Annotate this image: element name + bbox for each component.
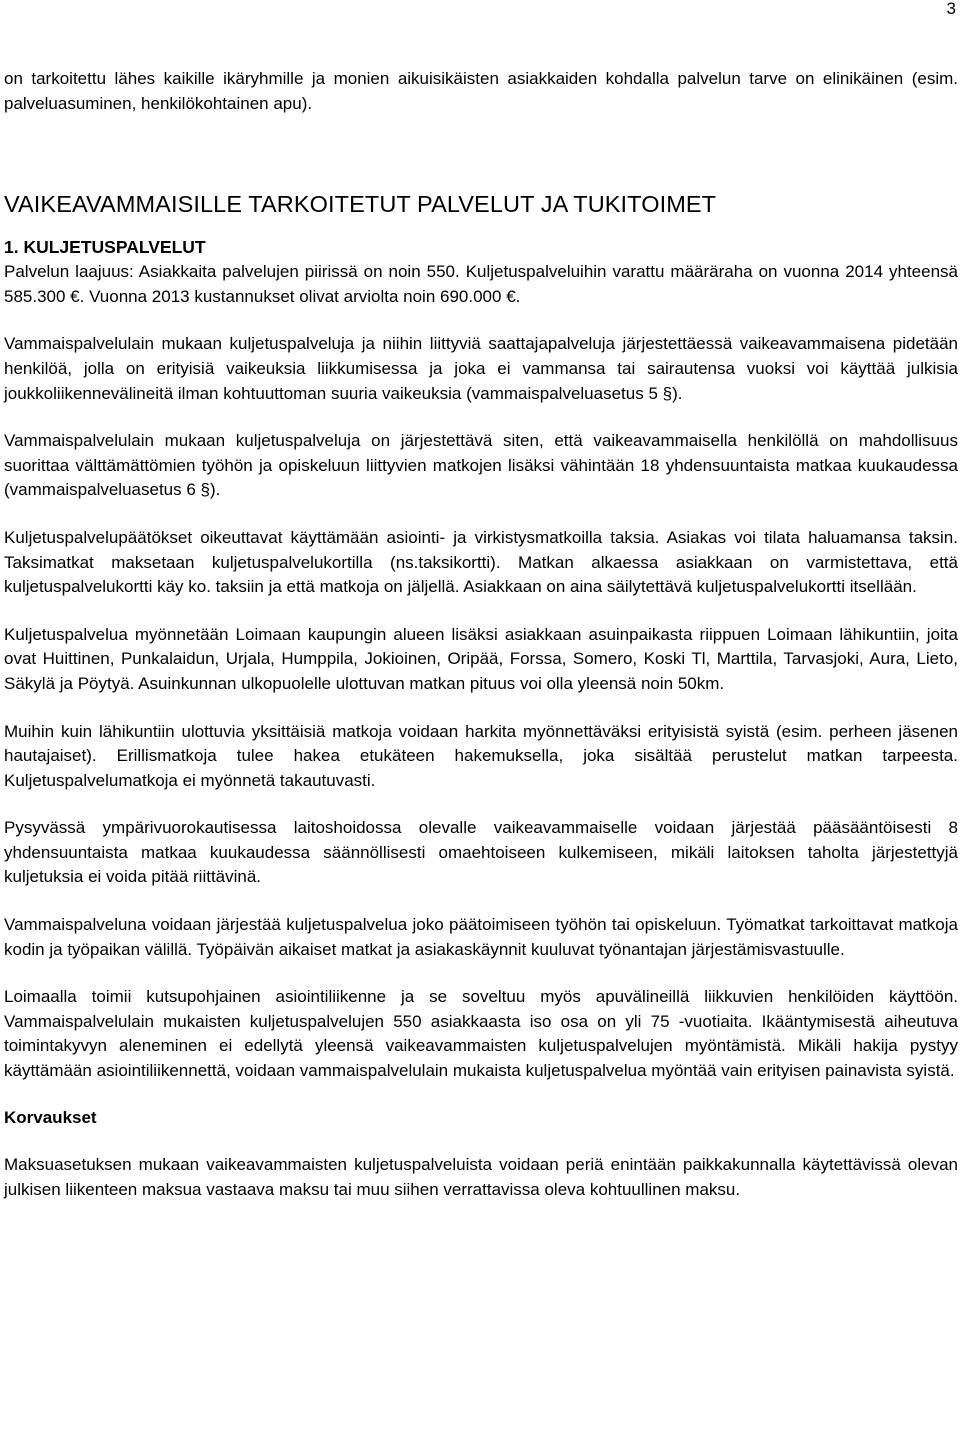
paragraph-8: Loimaalla toimii kutsupohjainen asiointiliikenne ja se soveltuu myös apuvälineillä liikkuvien henkilöiden käyttöön. Vammaispalvelulain mukaisten kuljetuspalvelujen 550 asiakkaasta iso osa on yli 75 -vuotiaita. Ikääntymisestä aiheutuva toimintakyvyn aleneminen ei edellytä yleensä vaikeavammaisten kuljetuspalvelujen myöntämistä. Mikäli hakija pystyy käyttämään asiointiliikennettä, voidaan vammaispalvelulain mukaista kuljetuspalvelua myöntää vain erityisen painavista syistä. [4, 987, 958, 1081]
scope-paragraph: Palvelun laajuus: Asiakkaita palvelujen piirissä on noin 550. Kuljetuspalveluihin varattu määräraha on vuonna 2014 yhteensä 585.300 €. Vuonna 2013 kustannukset olivat arviolta noin 690.000 €. [4, 262, 958, 306]
korvaukset-paragraph: Maksuasetuksen mukaan vaikeavammaisten kuljetuspalveluista voidaan periä enintään paikkakunnalla käytettävissä olevan julkisen liikenteen maksua vastaava maksu tai muu siihen verrattavissa oleva kohtuullinen maksu. [4, 1155, 958, 1199]
paragraph-5: Muihin kuin lähikuntiin ulottuvia yksittäisiä matkoja voidaan harkita myönnettäväksi erityisistä syistä (esim. perheen jäsenen hautajaiset). Erillismatkoja tulee hakea etukäteen hakemuksella, joka sisältää perustelut matkan tarpeesta. Kuljetuspalvelumatkoja ei myönnetä takautuvasti. [4, 721, 958, 790]
main-heading: VAIKEAVAMMAISILLE TARKOITETUT PALVELUT JA TUKITOIMET [4, 191, 717, 218]
paragraph-4: Kuljetuspalvelua myönnetään Loimaan kaupungin alueen lisäksi asiakkaan asuinpaikasta riippuen Loimaan lähikuntiin, joita ovat Huittinen, Punkalaidun, Urjala, Humppila, Jokioinen, Oripää, Forssa, Somero, Koski Tl, Marttila, Tarvasjoki, Aura, Lieto, Säkylä ja Pöytyä. Asuinkunnan ulkopuolelle ulottuvan matkan pituus voi olla yleensä noin 50km. [4, 624, 958, 693]
section-title: 1. KULJETUSPALVELUT [4, 237, 206, 258]
document-body [4, 67, 958, 1202]
paragraph-7: Vammaispalveluna voidaan järjestää kuljetuspalvelua joko päätoimiseen työhön tai opiskeluun. Työmatkat tarkoittavat matkoja kodin ja työpaikan välillä. Työpäivän aikaiset matkat ja asiakaskäynnit kuuluvat työnantajan järjestämisvastuulle. [4, 915, 958, 959]
paragraph-2: Vammaispalvelulain mukaan kuljetuspalveluja on järjestettävä siten, että vaikeavammaisella henkilöllä on mahdollisuus suorittaa välttämättömien työhön ja opiskeluun liittyvien matkojen lisäksi vähintään 18 yhdensuuntaista matkaa kuukaudessa (vammaispalveluasetus 6 §). [4, 431, 958, 500]
intro-paragraph: on tarkoitettu lähes kaikille ikäryhmille ja monien aikuisikäisten asiakkaiden kohdalla palvelun tarve on elinikäinen (esim. palveluasuminen, henkilökohtainen apu). [4, 69, 958, 113]
page-number: 3 [946, 0, 956, 18]
paragraph-6: Pysyvässä ympärivuorokautisessa laitoshoidossa olevalle vaikeavammaiselle voidaan järjestää pääsääntöisesti 8 yhdensuuntaista matkaa kuukaudessa säännöllisesti omaehtoiseen kulkemiseen, mikäli laitoksen taholta järjestettyjä kuljetuksia ei voida pitää riittävinä. [4, 818, 958, 887]
korvaukset-heading: Korvaukset [4, 1107, 97, 1127]
paragraph-3: Kuljetuspalvelupäätökset oikeuttavat käyttämään asiointi- ja virkistysmatkoilla taksia. Asiakas voi tilata haluamansa taksin. Taksimatkat maksetaan kuljetuspalvelukortilla (ns.taksikortti). Matkan alkaessa asiakkaan on varmistettava, että kuljetuspalvelukortti käy ko. taksiin ja että matkoja on jäljellä. Asiakkaan on aina säilytettävä kuljetuspalvelukortti itsellään. [4, 527, 958, 597]
paragraph-1: Vammaispalvelulain mukaan kuljetuspalveluja ja niihin liittyviä saattajapalveluja järjestettäessä vaikeavammaisena pidetään henkilöä, jolla on erityisiä vaikeuksia liikkumisessa ja joka ei vammansa tai sairautensa vuoksi voi käyttää julkisia joukkoliikennevälineitä ilman kohtuuttoman suuria vaikeuksia (vammaispalveluasetus 5 §). [4, 334, 958, 403]
